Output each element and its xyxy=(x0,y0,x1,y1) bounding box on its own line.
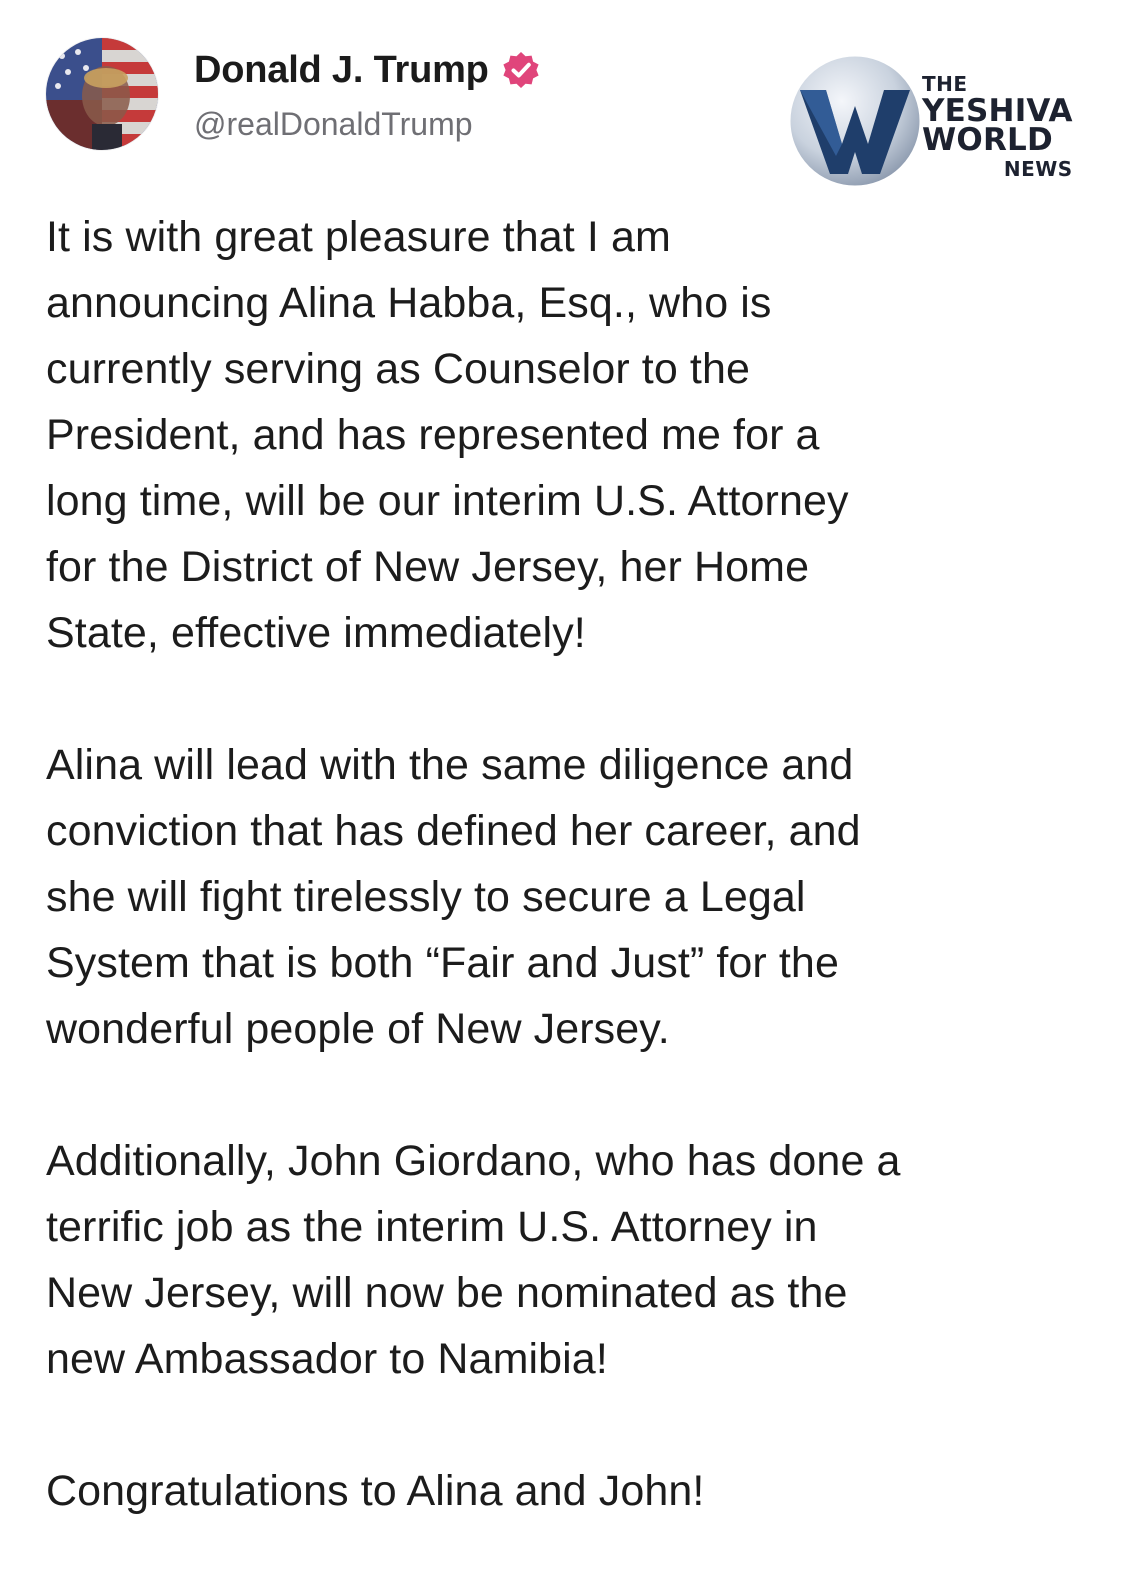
watermark-yeshiva: YESHIVA xyxy=(922,93,1073,129)
post-header xyxy=(46,38,1086,188)
post-paragraph-2: Alina will lead with the same diligence and conviction that has defined her career, and she will fight tirelessly to secure a Legal System that is both “Fair and Just” for the wonderful people of New Jersey. xyxy=(46,741,861,1053)
avatar[interactable] xyxy=(46,38,158,150)
author-identity xyxy=(194,44,541,143)
watermark-wordmark xyxy=(922,74,1073,179)
watermark-world: WORLD xyxy=(922,122,1053,158)
name-row xyxy=(194,44,541,96)
post-paragraph-3: Additionally, John Giordano, who has done a terrific job as the interim U.S. Attorney in New Jersey, will now be nominated as the new Ambassador to Namibia! xyxy=(46,1137,901,1383)
w-logo-icon xyxy=(786,52,924,190)
verified-badge-icon xyxy=(501,50,541,90)
author-display-name[interactable]: Donald J. Trump xyxy=(194,48,489,91)
flag-portrait-avatar-icon xyxy=(46,38,158,150)
post-paragraph-1: It is with great pleasure that I am announcing Alina Habba, Esq., who is currently serving as Counselor to the President, and has represented me for a long time, will be our interim U.S. Attorney for the District of New Jersey, her Home State, effective immediately! xyxy=(46,213,849,657)
yeshiva-world-news-watermark xyxy=(786,52,1086,192)
post-paragraph-4: Congratulations to Alina and John! xyxy=(46,1467,705,1515)
watermark-the: THE xyxy=(922,72,968,96)
watermark-news: NEWS xyxy=(1003,157,1073,181)
author-handle[interactable]: @realDonaldTrump xyxy=(194,106,473,142)
post-body xyxy=(46,204,1086,1524)
